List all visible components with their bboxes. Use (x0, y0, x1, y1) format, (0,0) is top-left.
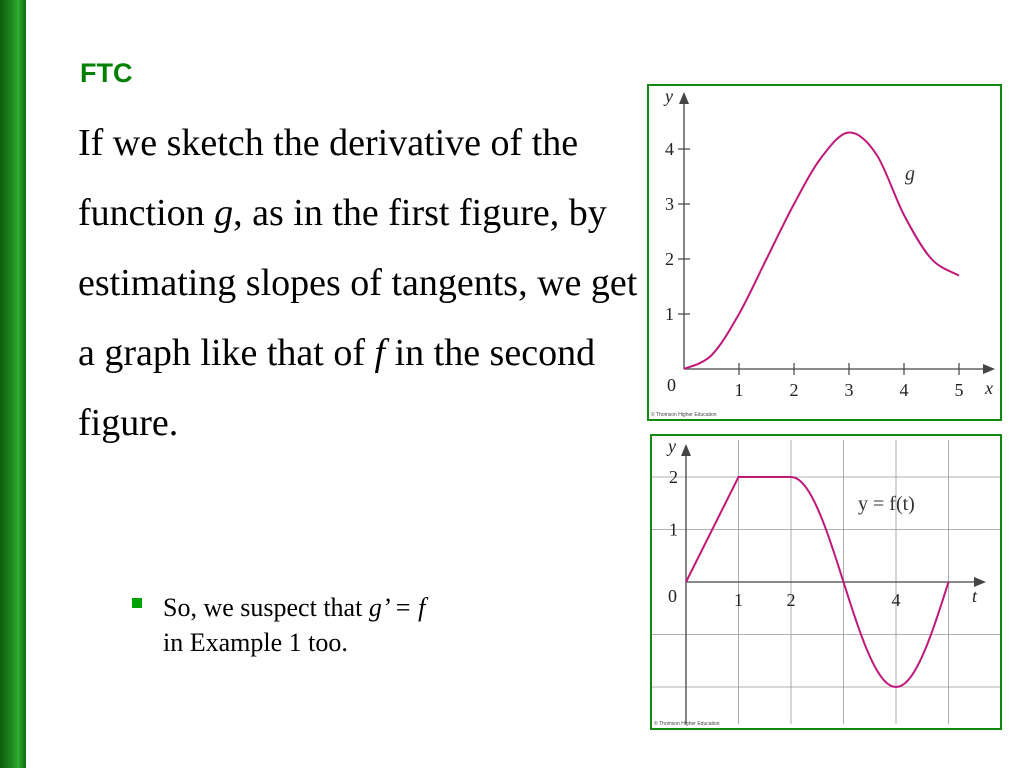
body-text-2: , as in the first figure, by estimating slopes of tangents, we get a graph like that of (78, 192, 638, 374)
bullet-suffix: in Example 1 too. (163, 628, 348, 657)
y-axis-label: y (665, 86, 673, 106)
figure-credit: © Thomson Higher Education (654, 721, 720, 727)
figure-f (650, 434, 1002, 730)
x-axis-label: t (972, 586, 978, 606)
bullet-formula: g’ = f (368, 593, 426, 622)
curve-label: g (905, 163, 915, 185)
y-tick-label: 1 (669, 519, 678, 540)
bullet-prefix: So, we suspect that (163, 593, 369, 622)
x-tick-label: 2 (789, 380, 799, 400)
y-tick-label: 2 (665, 249, 674, 269)
x-tick-label: 4 (899, 380, 909, 400)
ticks (665, 139, 964, 400)
ticks (669, 467, 901, 610)
origin-label: 0 (668, 586, 677, 606)
axes (679, 92, 995, 374)
x-tick-label: 5 (954, 380, 964, 400)
body-paragraph (78, 108, 638, 458)
y-tick-label: 3 (665, 194, 674, 214)
y-axis-label: y (668, 436, 676, 456)
origin-label: 0 (667, 375, 676, 395)
figure-credit: © Thomson Higher Education (651, 412, 717, 418)
axes (681, 444, 986, 724)
chart-g (649, 86, 1000, 419)
y-tick-label: 4 (665, 139, 674, 159)
y-axis-arrow (679, 92, 689, 104)
x-tick-label: 3 (844, 380, 854, 400)
figure-g (647, 84, 1002, 421)
bullet-square (132, 598, 142, 608)
y-tick-label: 2 (669, 467, 678, 487)
slide-title: FTC (80, 58, 133, 88)
body-text-3: in the second figure. (78, 332, 596, 444)
x-tick-label: 4 (891, 590, 901, 610)
x-axis-label: x (985, 378, 993, 398)
body-text-1: If we sketch the derivative of the function (78, 122, 579, 234)
curve-g (684, 132, 959, 369)
bullet-text (163, 590, 583, 660)
x-tick-label: 1 (734, 590, 743, 610)
chart-f (652, 436, 1000, 728)
y-axis-arrow (681, 444, 691, 456)
y-tick-label: 1 (665, 304, 674, 324)
var-g: g (214, 192, 234, 234)
accent-bar (0, 0, 26, 768)
curve-label: y = f(t) (858, 493, 915, 515)
x-axis-arrow (983, 364, 995, 374)
x-tick-label: 2 (786, 590, 796, 610)
x-tick-label: 1 (734, 380, 744, 400)
var-f: f (374, 332, 386, 374)
